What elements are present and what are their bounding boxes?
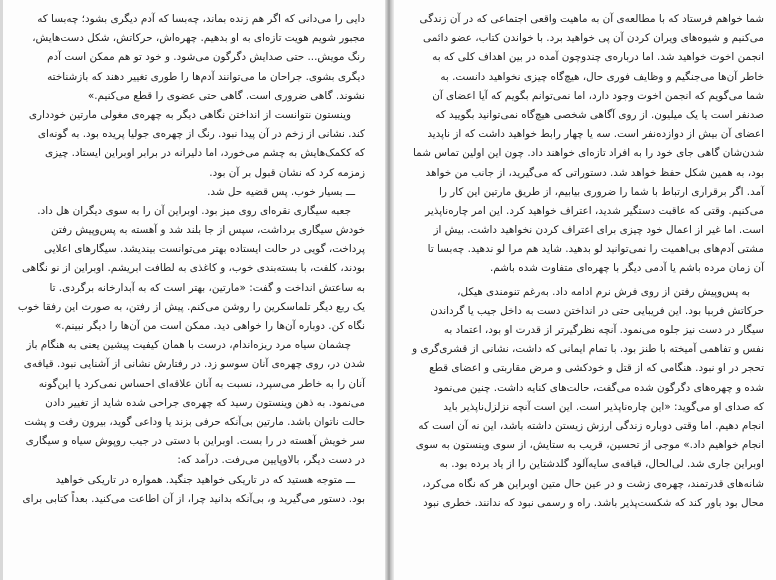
text-line: شده و چهره‌های دگرگون شده می‌گفت، حالت‌های کنایه داشت. چنین می‌نمود xyxy=(433,381,764,394)
text-line: حالت ناتوان باشد. مارتین بی‌آنکه حرفی بزند یا وداعی گوید، بیرون رفت و پشت xyxy=(24,415,365,428)
text-line: آن زمان مرده باشم یا آدمی دیگر با چهره‌ای متفاوت شده باشم. xyxy=(489,262,764,275)
text-line: می‌کنیم. وقتی که عاقبت دستگیر شدید، اعتراف خواهید کرد. این امر چاره‌ناپذیر xyxy=(425,204,764,217)
text-line: وینستون نتوانست از انداختن نگاهی دیگر به چهره‌ی مغولی مارتین خودداری xyxy=(28,108,351,121)
text-line: بود، به همین شکل حفظ خواهد شد. دستوراتی که می‌گیرید، از جانب من خواهد xyxy=(425,166,764,179)
text-line: شما خواهم فرستاد که با مطالعه‌ی آن به ماهیت واقعی اجتماعی که در آن زندگی xyxy=(419,13,764,25)
text-line: انجمن اخوت خواهید شد. اما درباره‌ی چندوچون آمده در بین اهداف کلی که به xyxy=(432,51,764,64)
text-line: نگاه کن. دوباره آن‌ها را خواهی دید. ممکن است من آن‌ها را دیگر نبینم.» xyxy=(54,320,365,332)
text-line: بود. دستور می‌گیرید و، بی‌آنکه بدانید چرا، از آن اطاعت می‌کنید. بعداً کتابی برای xyxy=(22,492,365,505)
text-line: به پس‌وپیش رفتن از روی فرش نرم ادامه داد. به‌رغم تنومندی هیکل، xyxy=(457,285,750,298)
text-line: خودش سیگاری برداشت، سپس از جا بلند شد و آهسته به پس‌وپیش رفتن xyxy=(51,224,365,237)
text-line: انجام دهیم. اما وقتی دوباره زندگی ارزش زیستن داشته باشد، این نه آن است که xyxy=(418,419,764,432)
text-line: آمد. اگر برقراری ارتباط با شما را ضروری بیابیم، از طریق مارتین این کار را xyxy=(438,185,764,198)
text-line: شما می‌گویم که انجمن اخوت وجود دارد، اما نمی‌توانم بگویم که آیا اعضای آن xyxy=(432,89,764,102)
text-line: بودند، کلفت، با بسته‌بندی خوب، و کاغذی به لطافت ابریشم. اوبراین از نو نگاهی xyxy=(21,262,365,275)
text-line: که صدای او می‌گوید: «این چاره‌ناپذیر است. این است آنچه نزلزل‌ناپذیر باید xyxy=(443,400,764,413)
left-page xyxy=(0,0,385,580)
text-line: شدن در، روی چهره‌ی آنان سوسو زد. در رفتارش نشانی از آشنایی نبود. قیافه‌ی xyxy=(23,358,365,371)
text-line: انجام خواهیم داد.» موجی از تحسین، قریب به ستایش، از سوی وینستون به سوی xyxy=(415,439,764,452)
text-line: دایی را می‌دانی که اگر هم زنده بماند، چه‌بسا که آدم دیگری بشود؛ چه‌بسا که xyxy=(37,13,365,25)
text-line: چشمان سیاه مرد ریزه‌اندام، درست با همان کیفیت پیشین یعنی به هنگام باز xyxy=(26,339,351,352)
text-line: آنان را به خاطر می‌سپرد، نسبت به آنان علاقه‌ای احساس نمی‌کرد یا این‌گونه xyxy=(38,377,365,390)
text-line: که ککمک‌هایش به چشم می‌خورد، اما دلیرانه در برابر اوبراین ایستاد. چیزی xyxy=(44,147,365,160)
text-line: پرداخت، گویی در حالت ایستاده بهتر می‌توانست بیندیشد. سیگارهای اعلایی xyxy=(44,243,365,256)
text-line: می‌کنیم و شیوه‌های ویران کردن آن پی خواهید برد. با خواندن کتاب، عضو دائمی xyxy=(423,32,764,45)
text-line: نفس و تفاهمی آمیخته با طنز بود. با تمام ایمانی که داشت، نشانی از قشری‌گری و xyxy=(412,343,764,356)
text-line: اعضای آن بیش از دوازده‌نفر است. سه یا چهار رابط خواهید داشت که از ناپدید xyxy=(427,128,764,141)
text-line: است. اما غیر از اعمال خود چیزی برای اعتراف کردن نخواهید داشت. بیش از xyxy=(433,224,764,237)
text-line: سیگار در دست نیز جلوه می‌نمود. آنچه نظرگیرتر از قدرت او بود، اعتماد به xyxy=(443,324,764,336)
text-line: جعبه سیگاری نقره‌ای روی میز بود. اوبراین آن را به سوی دیگران هل داد. xyxy=(37,204,351,217)
text-line: دیگری بشوی. جراحان ما می‌توانند آدم‌ها را طوری تغییر دهند که بازشناخته xyxy=(47,70,365,83)
text-line: تحجر در او نبود. هنگامی که از قتل و خودکشی و مرض مقاربتی و اعضای قطع xyxy=(429,362,764,375)
text-line: در دست دیگر، بالاوپایین می‌رفت. درآمد که: xyxy=(177,454,365,467)
text-line: رنگ مویش... حتی صدایش دگرگون می‌شود. و خود تو هم ممکن است آدم xyxy=(47,51,365,64)
text-line: اوبراین جاری شد. لی‌الحال، قیافه‌ی سایه‌آلود گلدشتاین را از یاد برده بود. به xyxy=(439,458,764,471)
text-line: یک ربع دیگر تلماسکرین را روشن می‌کنم. پیش از رفتن، به صورت این رفقا خوب xyxy=(17,300,365,313)
text-line: به ساعتش انداخت و گفت: «مارتین، بهتر است که به آبدارخانه برگردی. تا xyxy=(49,281,365,294)
text-line: سر خویش آهسته در را بست. اوبراین با دستی در جیب روپوش سیاه و سیگاری xyxy=(25,435,365,448)
text-line: مجبور شویم هویت تازه‌ای به او بدهیم. چهره‌اش، حرکاتش، شکل دست‌هایش، xyxy=(32,32,365,45)
text-line: ـــ متوجه هستید که در تاریکی خواهید جنگید. همواره در تاریکی خواهید xyxy=(55,473,355,486)
text-line: شدن‌شان گاهی جای خود را به افراد تازه‌ای خواهند داد. چون این اولین تماس شما xyxy=(413,147,764,160)
text-line: محال بود باور کند که شکست‌پذیر باشد. راه و رسمی نبود که ندانند. خطری نبود xyxy=(423,496,764,509)
text-line: ـــ بسیار خوب. پس قضیه حل شد. xyxy=(207,185,355,198)
text-line: زمزمه کرد که نشان قبول بر آن بود. xyxy=(209,166,365,179)
text-line: مشتی آدم‌های بی‌اهمیت را نمی‌توانید لو بدهید. شاید هم مرا لو ندهید. چه‌بسا تا xyxy=(427,243,764,256)
text-line: نشوند. گاهی ضروری است. گاهی حتی عضوی را قطع می‌کنیم.» xyxy=(87,89,365,102)
text-line: حرکاتش فربیا بود. این فریبایی حتی در انداختن دست به داخل جیب یا گرداندن xyxy=(430,304,764,317)
book-gutter xyxy=(385,0,394,580)
text-line: شانه‌های قدرتمند، چهره‌ی زشت و در عین حال متین اوبراین هر که نگاه می‌کرد، xyxy=(422,477,764,490)
text-line: صدنفر است یا یک میلیون. از روی آگاهی شخصی هیچ‌گاه نمی‌توانید بگویید که xyxy=(435,108,764,121)
right-page xyxy=(394,0,776,580)
text-line: می‌نمود. به ذهن وینستون رسید که چهره‌ی جراحی شده شاید از تغییر دادن xyxy=(45,396,365,409)
text-line: کند. نشانی از زخم در آن پیدا نبود. رنگ از چهره‌ی جولیا پریده بود. به گونه‌ای xyxy=(37,128,365,141)
text-line: خاطر آن‌ها می‌جنگیم و وظایف فوری حال، هیچ‌گاه چیزی نخواهید دانست. به xyxy=(440,70,764,83)
